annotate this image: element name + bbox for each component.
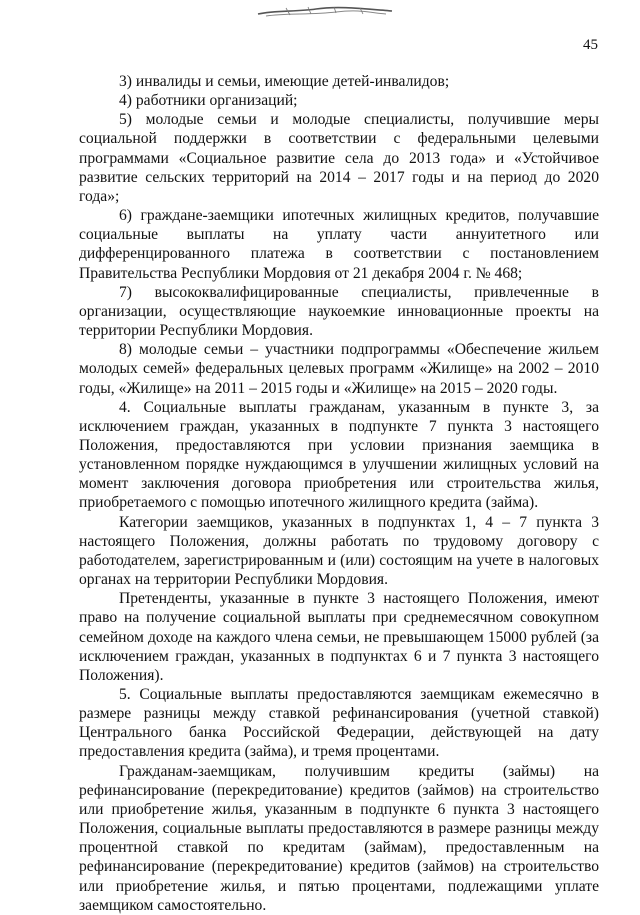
paragraph: 3) инвалиды и семьи, имеющие детей-инвалидов; <box>119 73 450 90</box>
page-number: 45 <box>583 37 598 53</box>
paragraph: 7) высококвалифицированные специалисты, привлеченные в организации, осуществляющие наукоемкие инновационные проекты на территории Республики Мордовия. <box>79 283 599 340</box>
paragraph: 5) молодые семьи и молодые специалисты, получившие меры социальной поддержки в соответствии с федеральными целевыми программами «Социальное развитие села до 2013 года» и «Устойчивое развитие сельских территорий на 2014 – 2017 годы и на период до 2020 года»; <box>79 111 599 205</box>
paragraph: 4. Социальные выплаты гражданам, указанным в пункте 3, за исключением граждан, указанных в подпункте 7 пункта 3 настоящего Положения, предоставляются при условии признания заемщика в установленном порядке нуждающимся в улучшении жилищных условий на момент заключения договора приобретения или строительства жилья, приобретаемого с помощью ипотечного жилищного кредита (займа). <box>79 398 599 512</box>
paragraph: 5. Социальные выплаты предоставляются заемщикам ежемесячно в размере разницы между ставкой рефинансирования (учетной ставкой) Центрального банка Российской Федерации, действующей на дату предоставления кредита (займа), и тремя процентами. <box>79 686 599 761</box>
scan-artifact <box>256 4 394 18</box>
document-body <box>79 72 599 915</box>
paragraph: 8) молодые семьи – участники подпрограммы «Обеспечение жильем молодых семей» федеральных целевых программ «Жилище» на 2002 – 2010 годы, «Жилище» на 2011 – 2015 годы и «Жилище» на 2015 – 2020 годы. <box>79 341 599 397</box>
paragraph: Гражданам-заемщикам, получившим кредиты (займы) на рефинансирование (перекредитование) кредитов (займов) на строительство или приобретение жилья, указанным в подпункте 6 пункта 3 настоящего Положения, социальные выплаты предоставляются в размере разницы между процентной ставкой по кредитам (займам), предоставленным на рефинансирование (перекредитование) кредитов (займов) на строительство или приобретение жилья, и пятью процентами, подлежащими уплате заемщиком самостоятельно. <box>79 762 599 914</box>
paragraph: Категории заемщиков, указанных в подпунктах 1, 4 – 7 пункта 3 настоящего Положения, должны работать по трудовому договору с работодателем, зарегистрированным и (или) состоящим на учете в налоговых органах на территории Республики Мордовия. <box>79 513 599 589</box>
paragraph: 4) работники организаций; <box>119 92 298 110</box>
paragraph: Претенденты, указанные в пункте 3 настоящего Положения, имеют право на получение социальной выплаты при среднемесячном совокупном семейном доходе на каждого члена семьи, не превышающем 15000 рублей (за исключением граждан, указанных в подпунктах 6 и 7 пункта 3 настоящего Положения). <box>79 590 599 684</box>
paragraph: 6) граждане-заемщики ипотечных жилищных кредитов, получавшие социальные выплаты на уплату части аннуитетного или дифференцированного платежа в соответствии с постановлением Правительства Республики Мордовия от 21 декабря 2004 г. № 468; <box>79 207 599 282</box>
